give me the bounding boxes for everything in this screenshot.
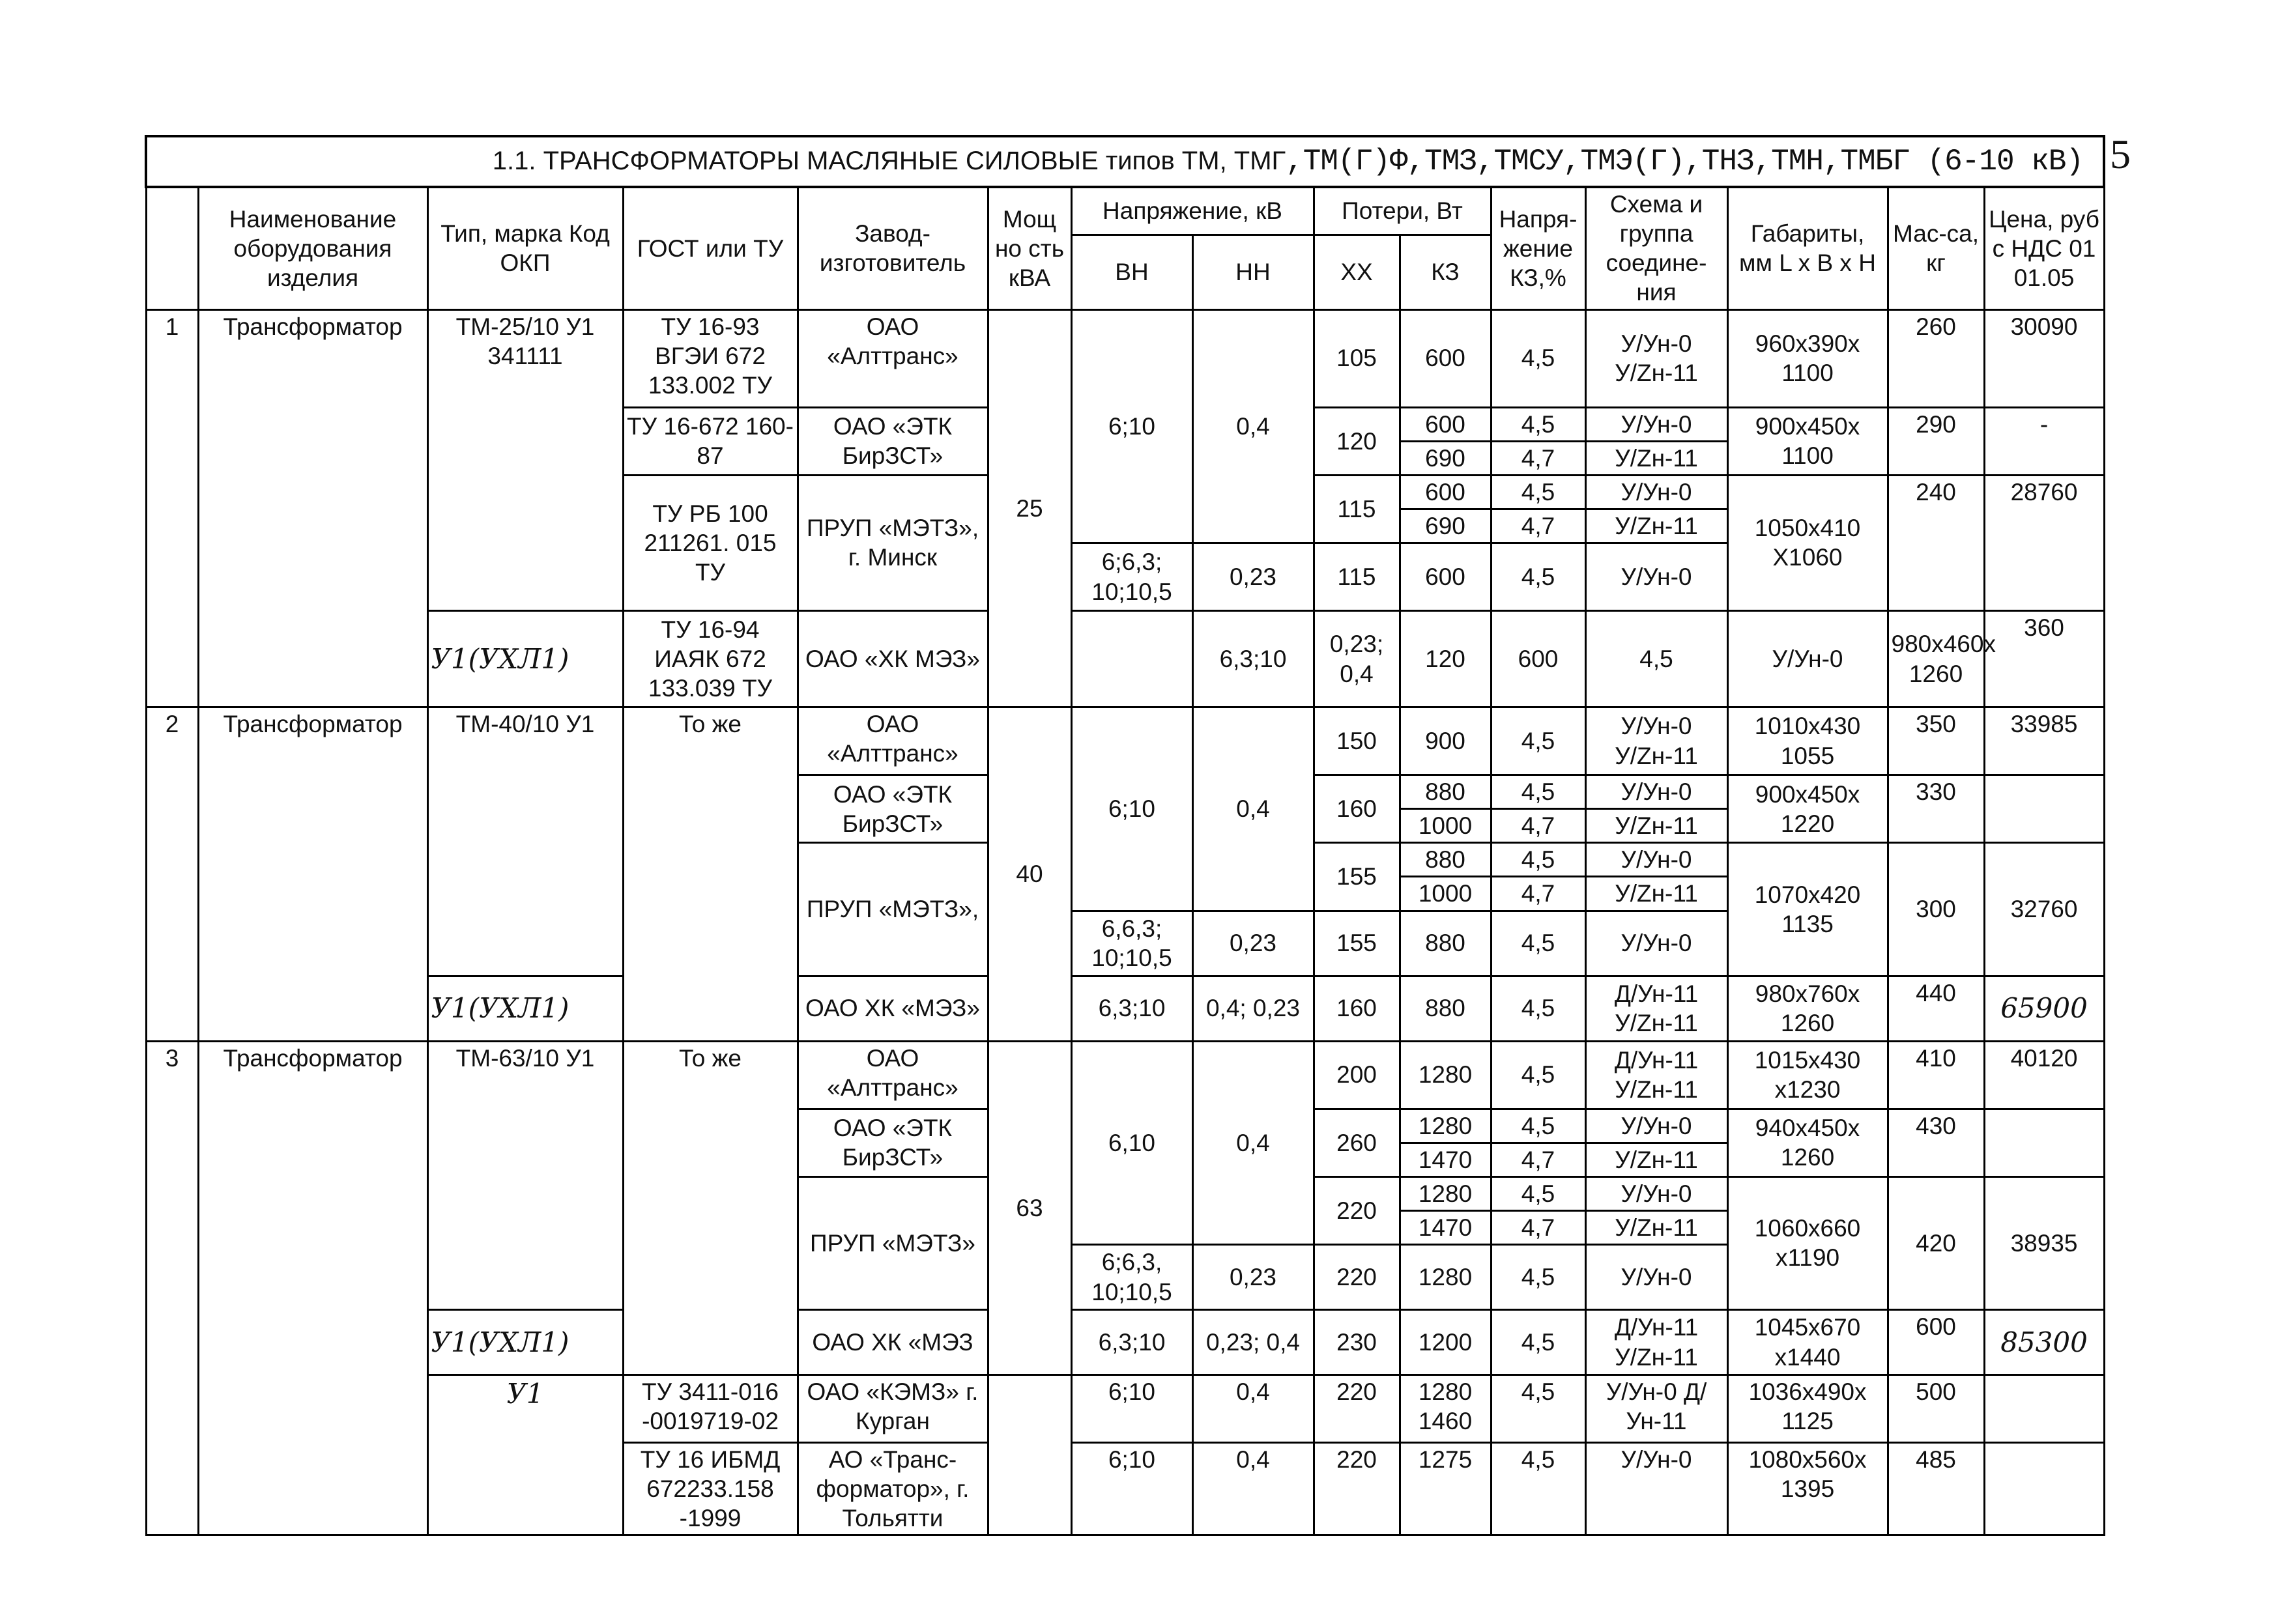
- xx-cell: 105: [1314, 309, 1400, 407]
- kz-cell: 880: [1400, 775, 1491, 809]
- scheme-cell: У/Ун-0: [1585, 543, 1727, 611]
- mass-cell: 420: [1888, 1176, 1984, 1309]
- kz-cell: 690: [1400, 441, 1491, 475]
- kz-cell: 880: [1400, 843, 1491, 877]
- table-row: [146, 1375, 2104, 1443]
- price-cell: 28760: [1984, 475, 2104, 610]
- ukz-cell: 4,5: [1491, 1375, 1585, 1443]
- scheme-cell: У/Ун-0: [1585, 843, 1727, 877]
- xx-cell: 230: [1314, 1310, 1400, 1375]
- maker-cell: ПРУП «МЭТЗ»: [798, 1176, 988, 1309]
- price-cell: [1984, 775, 2104, 843]
- gost-cell: ТУ 3411-016 -0019719-02: [623, 1375, 798, 1443]
- ukz-cell: 4,5: [1491, 707, 1585, 775]
- price-cell: 33985: [1984, 707, 2104, 775]
- dims-cell: 1080x560x 1395: [1727, 1443, 1888, 1535]
- xx-cell: 160: [1314, 976, 1400, 1041]
- col-dims: Габариты, мм L x B x H: [1727, 187, 1888, 309]
- nn-cell: 0,23; 0,4: [1192, 1310, 1314, 1375]
- title-small: типов ТМ, ТМГ: [1105, 146, 1286, 175]
- nn-cell: 0,4; 0,23: [1192, 976, 1314, 1041]
- scheme-cell: У/Ун-0: [1727, 611, 1888, 707]
- kz-cell: 1280: [1400, 1176, 1491, 1210]
- scheme-cell: У/Ун-0: [1585, 775, 1727, 809]
- transformer-table: [145, 135, 2105, 1536]
- mass-cell: 290: [1888, 407, 1984, 475]
- ukz-cell: 4,5: [1491, 407, 1585, 441]
- maker-cell: ОАО «Алттранс»: [798, 1041, 988, 1109]
- ukz-cell: 4,5: [1491, 976, 1585, 1041]
- type-code-alt: У1(УХЛ1): [427, 976, 623, 1041]
- ukz-cell: 4,5: [1491, 475, 1585, 509]
- ukz-cell: 4,5: [1491, 1109, 1585, 1143]
- vn-cell: 6;6,3, 10;10,5: [1071, 1245, 1192, 1310]
- xx-cell: 120: [1314, 407, 1400, 475]
- dims-cell: 1060x660 x1190: [1727, 1176, 1888, 1309]
- col-losses: Потери, Вт: [1314, 187, 1491, 235]
- ukz-cell: 4,7: [1491, 509, 1585, 543]
- table-row: [146, 1041, 2104, 1109]
- scheme-cell: У/Ун-0: [1585, 1176, 1727, 1210]
- ukz-cell: 4,7: [1491, 877, 1585, 911]
- xx-cell: 160: [1314, 775, 1400, 843]
- xx-cell: 115: [1314, 543, 1400, 611]
- price-cell: 32760: [1984, 843, 2104, 976]
- scheme-cell: У/Ун-0: [1585, 407, 1727, 441]
- col-gost: ГОСТ или ТУ: [623, 187, 798, 309]
- vn-cell: 6;10: [1071, 309, 1192, 543]
- nn-cell: 0,23: [1192, 1245, 1314, 1310]
- vn-cell: 6,3;10: [1192, 611, 1314, 707]
- col-nn: НН: [1192, 235, 1314, 309]
- col-ukz: Напря-жение КЗ,%: [1491, 187, 1585, 309]
- nn-cell: 0,4: [1192, 1443, 1314, 1535]
- table-row: [146, 309, 2104, 407]
- scheme-cell: У/Zн-11: [1585, 1210, 1727, 1244]
- table-body: [146, 309, 2104, 1535]
- nn-cell: 0,23: [1192, 911, 1314, 976]
- price-cell: 85300: [1984, 1310, 2104, 1375]
- kz-cell: 900: [1400, 707, 1491, 775]
- price-cell: 65900: [1984, 976, 2104, 1041]
- nn-cell: 0,23: [1192, 543, 1314, 611]
- scheme-cell: У/Ун-0 У/Zн-11: [1585, 309, 1727, 407]
- maker-cell: ОАО «Алттранс»: [798, 707, 988, 775]
- kz-cell: 1275: [1400, 1443, 1491, 1535]
- xx-cell: 155: [1314, 843, 1400, 911]
- dims-cell: 1036x490x 1125: [1727, 1375, 1888, 1443]
- mass-cell: 485: [1888, 1443, 1984, 1535]
- ukz-cell: 4,5: [1491, 309, 1585, 407]
- kz-cell: 1200: [1400, 1310, 1491, 1375]
- xx-cell: 220: [1314, 1245, 1400, 1310]
- col-maker: Завод-изготовитель: [798, 187, 988, 309]
- kz-cell: 1470: [1400, 1143, 1491, 1176]
- ukz-cell: 4,7: [1491, 441, 1585, 475]
- xx-cell: 200: [1314, 1041, 1400, 1109]
- xx-cell: 260: [1314, 1109, 1400, 1176]
- vn-cell: 6,3;10: [1071, 1310, 1192, 1375]
- dims-cell: 1070x420 1135: [1727, 843, 1888, 976]
- type-code: ТМ-25/10 У1 341111: [427, 309, 623, 611]
- maker-cell: ПРУП «МЭТЗ», г. Минск: [798, 475, 988, 610]
- kz-cell: 880: [1400, 976, 1491, 1041]
- title-typed: ,ТМ(Г)Ф,ТМЗ,ТМСУ,ТМЭ(Г),ТНЗ,ТМН,ТМБГ (6-10 кВ): [1286, 144, 2084, 178]
- gost-cell: То же: [623, 707, 798, 1042]
- xx-cell: 155: [1314, 911, 1400, 976]
- ukz-cell: 4,5: [1491, 1443, 1585, 1535]
- vn-cell: 6,6,3; 10;10,5: [1071, 911, 1192, 976]
- kz-cell: 1280: [1400, 1109, 1491, 1143]
- mass-cell: 440: [1888, 976, 1984, 1041]
- maker-cell: ОАО ХК «МЭЗ: [798, 1310, 988, 1375]
- kz-cell: 690: [1400, 509, 1491, 543]
- col-scheme: Схема и группа соедине-ния: [1585, 187, 1727, 309]
- ukz-cell: 4,5: [1491, 843, 1585, 877]
- scheme-cell: У/Zн-11: [1585, 441, 1727, 475]
- equipment-name: Трансформатор: [198, 707, 427, 1042]
- type-code: ТМ-40/10 У1: [427, 707, 623, 976]
- ukz-cell: 4,5: [1491, 1176, 1585, 1210]
- power-cell-empty: [1071, 611, 1192, 707]
- type-code: ТМ-63/10 У1: [427, 1041, 623, 1310]
- col-mass: Мас-са, кг: [1888, 187, 1984, 309]
- table-row: [146, 1310, 2104, 1375]
- maker-cell: ОАО «ЭТК БирЗСТ»: [798, 407, 988, 475]
- power-cell: 63: [988, 1041, 1071, 1375]
- vn-cell: 6;10: [1071, 707, 1192, 911]
- scheme-cell: У/Ун-0 Д/Ун-11: [1585, 1375, 1727, 1443]
- page-number: 5: [2110, 131, 2131, 177]
- dims-cell: 1015x430 x1230: [1727, 1041, 1888, 1109]
- maker-cell: ПРУП «МЭТЗ»,: [798, 843, 988, 976]
- ukz-cell: 4,5: [1491, 543, 1585, 611]
- vn-cell: 6;6,3; 10;10,5: [1071, 543, 1192, 611]
- ukz-cell: 4,5: [1491, 1310, 1585, 1375]
- kz-cell: 1000: [1400, 809, 1491, 843]
- maker-cell: ОАО «ЭТК БирЗСТ»: [798, 1109, 988, 1176]
- ukz-cell: 4,7: [1491, 1143, 1585, 1176]
- type-code-alt: У1(УХЛ1): [427, 1310, 623, 1375]
- mass-cell: 430: [1888, 1109, 1984, 1176]
- scheme-cell: У/Ун-0: [1585, 475, 1727, 509]
- col-power: Мощ но сть кВА: [988, 187, 1071, 309]
- ukz-cell: 4,5: [1491, 1245, 1585, 1310]
- table-row: [146, 707, 2104, 775]
- row-number: 2: [146, 707, 198, 1042]
- xx-cell: 150: [1314, 707, 1400, 775]
- power-cell: 25: [988, 309, 1071, 707]
- mass-cell: 330: [1888, 775, 1984, 843]
- maker-cell: ОАО «КЭМЗ» г. Курган: [798, 1375, 988, 1443]
- nn-cell: 0,4: [1192, 1375, 1314, 1443]
- power-cell-empty: [988, 1375, 1071, 1535]
- price-cell: -: [1984, 407, 2104, 475]
- power-cell: 40: [988, 707, 1071, 1042]
- kz-cell: 600: [1400, 543, 1491, 611]
- kz-cell: 1280: [1400, 1041, 1491, 1109]
- price-cell: [1984, 1443, 2104, 1535]
- kz-cell: 600: [1400, 309, 1491, 407]
- kz-cell: 1000: [1400, 877, 1491, 911]
- mass-cell: 300: [1888, 843, 1984, 976]
- dims-cell: 1050x410 X1060: [1727, 475, 1888, 610]
- row-number: 3: [146, 1041, 198, 1535]
- type-code-alt: У1(УХЛ1): [427, 611, 623, 707]
- kz-cell: 600: [1400, 475, 1491, 509]
- nn-cell: 0,4: [1192, 1041, 1314, 1245]
- xx-cell: 220: [1314, 1443, 1400, 1535]
- kz-cell: 1280: [1400, 1245, 1491, 1310]
- scheme-cell: У/Zн-11: [1585, 877, 1727, 911]
- nn-cell: 0,23; 0,4: [1314, 611, 1400, 707]
- vn-cell: 6,3;10: [1071, 976, 1192, 1041]
- maker-cell: АО «Транс-форматор», г. Тольятти: [798, 1443, 988, 1535]
- scheme-cell: У/Ун-0: [1585, 1109, 1727, 1143]
- scheme-cell: Д/Ун-11 У/Zн-11: [1585, 1041, 1727, 1109]
- scheme-cell: У/Ун-0: [1585, 911, 1727, 976]
- price-cell: 40120: [1984, 1041, 2104, 1109]
- ukz-cell: 4,7: [1491, 1210, 1585, 1244]
- dims-cell: 900x450x 1100: [1727, 407, 1888, 475]
- col-vn: ВН: [1071, 235, 1192, 309]
- scheme-cell: У/Ун-0 У/Zн-11: [1585, 707, 1727, 775]
- mass-cell: 240: [1888, 475, 1984, 610]
- gost-cell: ТУ 16-93 ВГЭИ 672 133.002 ТУ: [623, 309, 798, 407]
- nn-cell: 0,4: [1192, 309, 1314, 543]
- dims-cell: 980x460x 1260: [1888, 611, 1984, 707]
- dims-cell: 1010x430 1055: [1727, 707, 1888, 775]
- mass-cell: 500: [1888, 1375, 1984, 1443]
- xx-cell: 220: [1314, 1375, 1400, 1443]
- col-name: Наименование оборудования изделия: [198, 187, 427, 309]
- ukz-cell: 4,7: [1491, 809, 1585, 843]
- scheme-cell: Д/Ун-11 У/Zн-11: [1585, 976, 1727, 1041]
- xx-cell: 120: [1400, 611, 1491, 707]
- col-kz: КЗ: [1400, 235, 1491, 309]
- gost-cell: ТУ РБ 100 211261. 015 ТУ: [623, 475, 798, 610]
- mass-cell: 360: [1984, 611, 2104, 707]
- gost-cell: ТУ 16-94 ИАЯК 672 133.039 ТУ: [623, 611, 798, 707]
- price-cell: [1984, 1375, 2104, 1443]
- col-voltage: Напряжение, кВ: [1071, 187, 1314, 235]
- maker-cell: ОАО «ЭТК БирЗСТ»: [798, 775, 988, 843]
- table-row: [146, 611, 2104, 707]
- kz-cell: 600: [1400, 407, 1491, 441]
- scheme-cell: У/Zн-11: [1585, 1143, 1727, 1176]
- xx-cell: 115: [1314, 475, 1400, 543]
- col-num: [146, 187, 198, 309]
- col-price: Цена, руб с НДС 01 01.05: [1984, 187, 2104, 309]
- table-row: [146, 976, 2104, 1041]
- scheme-cell: Д/Ун-11 У/Zн-11: [1585, 1310, 1727, 1375]
- vn-cell: 6,10: [1071, 1041, 1192, 1245]
- ukz-cell: 4,5: [1491, 775, 1585, 809]
- col-type: Тип, марка Код ОКП: [427, 187, 623, 309]
- kz-cell: 880: [1400, 911, 1491, 976]
- scheme-cell: У/Ун-0: [1585, 1245, 1727, 1310]
- scheme-cell: У/Zн-11: [1585, 809, 1727, 843]
- row-number: 1: [146, 309, 198, 707]
- ukz-cell: 4,5: [1491, 911, 1585, 976]
- dims-cell: 940x450x 1260: [1727, 1109, 1888, 1176]
- gost-cell: То же: [623, 1041, 798, 1375]
- ukz-cell: 4,5: [1585, 611, 1727, 707]
- maker-cell: ОАО «ХК МЭЗ»: [798, 611, 988, 707]
- gost-cell: ТУ 16 ИБМД 672233.158 -1999: [623, 1443, 798, 1535]
- price-sheet: [145, 135, 2103, 1536]
- mass-cell: 410: [1888, 1041, 1984, 1109]
- equipment-name: Трансформатор: [198, 1041, 427, 1535]
- col-xx: ХХ: [1314, 235, 1400, 309]
- ukz-cell: 4,5: [1491, 1041, 1585, 1109]
- mass-cell: 600: [1888, 1310, 1984, 1375]
- type-code-alt: У1: [427, 1375, 623, 1535]
- kz-cell: 600: [1491, 611, 1585, 707]
- price-cell: 38935: [1984, 1176, 2104, 1309]
- kz-cell: 1470: [1400, 1210, 1491, 1244]
- dims-cell: 900x450x 1220: [1727, 775, 1888, 843]
- vn-cell: 6;10: [1071, 1375, 1192, 1443]
- table-title: [146, 136, 2104, 187]
- dims-cell: 960x390x 1100: [1727, 309, 1888, 407]
- equipment-name: Трансформатор: [198, 309, 427, 707]
- kz-cell: 1280 1460: [1400, 1375, 1491, 1443]
- mass-cell: 260: [1888, 309, 1984, 407]
- mass-cell: 350: [1888, 707, 1984, 775]
- nn-cell: 0,4: [1192, 707, 1314, 911]
- dims-cell: 1045x670 x1440: [1727, 1310, 1888, 1375]
- scheme-cell: У/Ун-0: [1585, 1443, 1727, 1535]
- price-cell: 30090: [1984, 309, 2104, 407]
- scheme-cell: У/Zн-11: [1585, 509, 1727, 543]
- gost-cell: ТУ 16-672 160-87: [623, 407, 798, 475]
- maker-cell: ОАО «Алттранс»: [798, 309, 988, 407]
- xx-cell: 220: [1314, 1176, 1400, 1244]
- dims-cell: 980x760x 1260: [1727, 976, 1888, 1041]
- vn-cell: 6;10: [1071, 1443, 1192, 1535]
- title-prefix: 1.1. ТРАНСФОРМАТОРЫ МАСЛЯНЫЕ СИЛОВЫЕ: [492, 146, 1106, 175]
- price-cell: [1984, 1109, 2104, 1176]
- maker-cell: ОАО ХК «МЭЗ»: [798, 976, 988, 1041]
